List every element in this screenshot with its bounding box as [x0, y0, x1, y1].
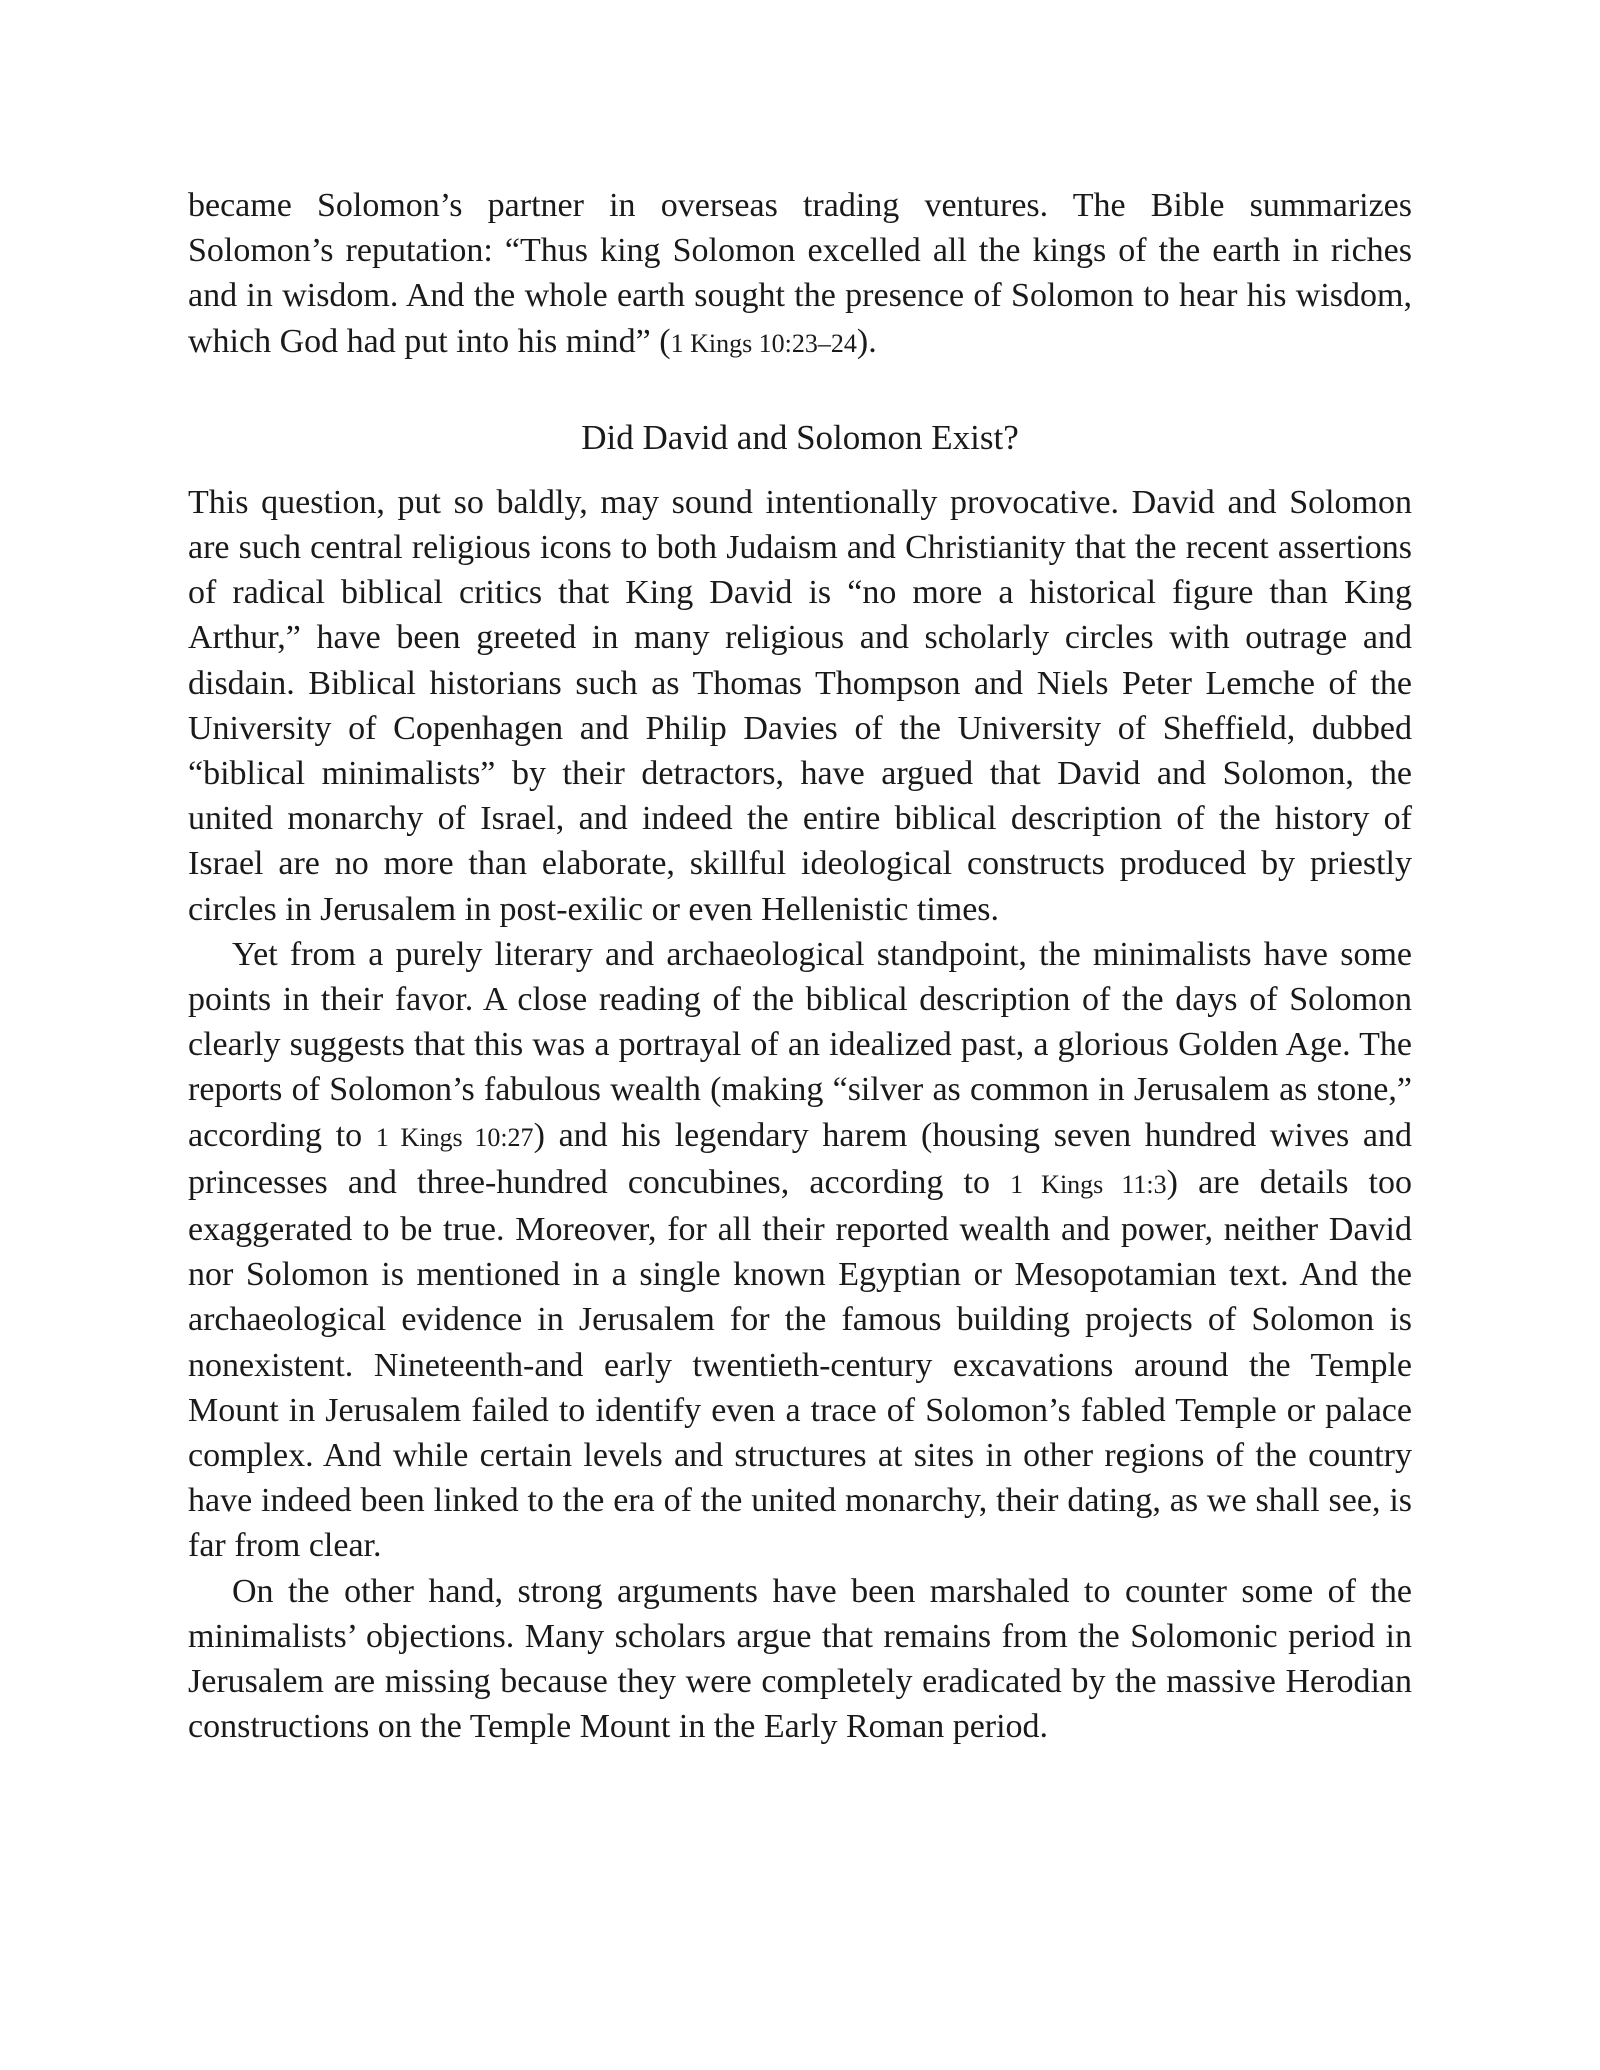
- paragraph-2-text: ) are details too exaggerated to be true. Moreover, for all their reported wealth and power, neither David nor Solomon is mentioned in a single known Egyptian or Mesopotamian text. And the archaeological evidence in Jerusalem for the famous building projects of Solomon is nonexistent. Nineteenth-and early twentieth-century excavations around the Temple Mount in Jerusalem failed to identify even a trace of Solomon’s fabled Temple or palace complex. And while certain levels and structures at sites in other regions of the country have indeed been linked to the era of the united monarchy, their dating, as we shall see, is far from clear.: [188, 1163, 1413, 1565]
- paragraph-1: This question, put so baldly, may sound intentionally provocative. David and Solomon are such central religious icons to both Judaism and Christianity that the recent assertions of radical biblical critics that King David is “no more a historical figure than King Arthur,” have been greeted in many religious and scholarly circles with outrage and disdain. Biblical historians such as Thomas Thompson and Niels Peter Lemche of the University of Copenhagen and Philip Davies of the University of Sheffield, dubbed “biblical minimalists” by their detractors, have argued that David and Solomon, the united monarchy of Israel, and indeed the entire biblical description of the history of Israel are no more than elaborate, skillful ideological constructs produced by priestly circles in Jerusalem in post-exilic or even Hellenistic times.: [188, 483, 1412, 928]
- paragraph-2-text: ) and his legendary harem (housing seven hundred wives and princesses and three-hundred concubines, according to: [188, 1116, 1412, 1201]
- paragraph-3: On the other hand, strong arguments have been marshaled to counter some of the minimalists’ objections. Many scholars argue that remains from the Solomonic period in Jerusalem are missing because they were completely eradicated by the massive Herodian constructions on the Temple Mount in the Early Roman period.: [188, 1572, 1412, 1746]
- scripture-reference: 1 Kings 10:23–24: [670, 328, 857, 358]
- paragraph-2: [188, 932, 1412, 1569]
- scripture-reference: 1 Kings 10:27: [375, 1122, 534, 1152]
- opening-text: became Solomon’s partner in overseas trading ventures. The Bible summarizes Solomon’s reputation: “Thus king Solomon excelled all the kings of the earth in riches and in wisdom. And the whole earth sought the presence of Solomon to hear his wisdom, which God had put into his mind” (: [188, 187, 1412, 360]
- section-heading: Did David and Solomon Exist?: [581, 417, 1019, 457]
- opening-paragraph: [188, 183, 1412, 366]
- paragraph-2-text: Yet from a purely literary and archaeological standpoint, the minimalists have some points in their favor. A close reading of the biblical description of the days of Solomon clearly suggests that this was a portrayal of an idealized past, a glorious Golden Age. The reports of Solomon’s fabulous wealth (making “silver as common in Jerusalem as stone,” according to: [188, 935, 1412, 1154]
- page-body: [188, 183, 1412, 1750]
- scripture-reference: 1 Kings 11:3: [1010, 1169, 1167, 1199]
- opening-text-end: ).: [856, 322, 877, 360]
